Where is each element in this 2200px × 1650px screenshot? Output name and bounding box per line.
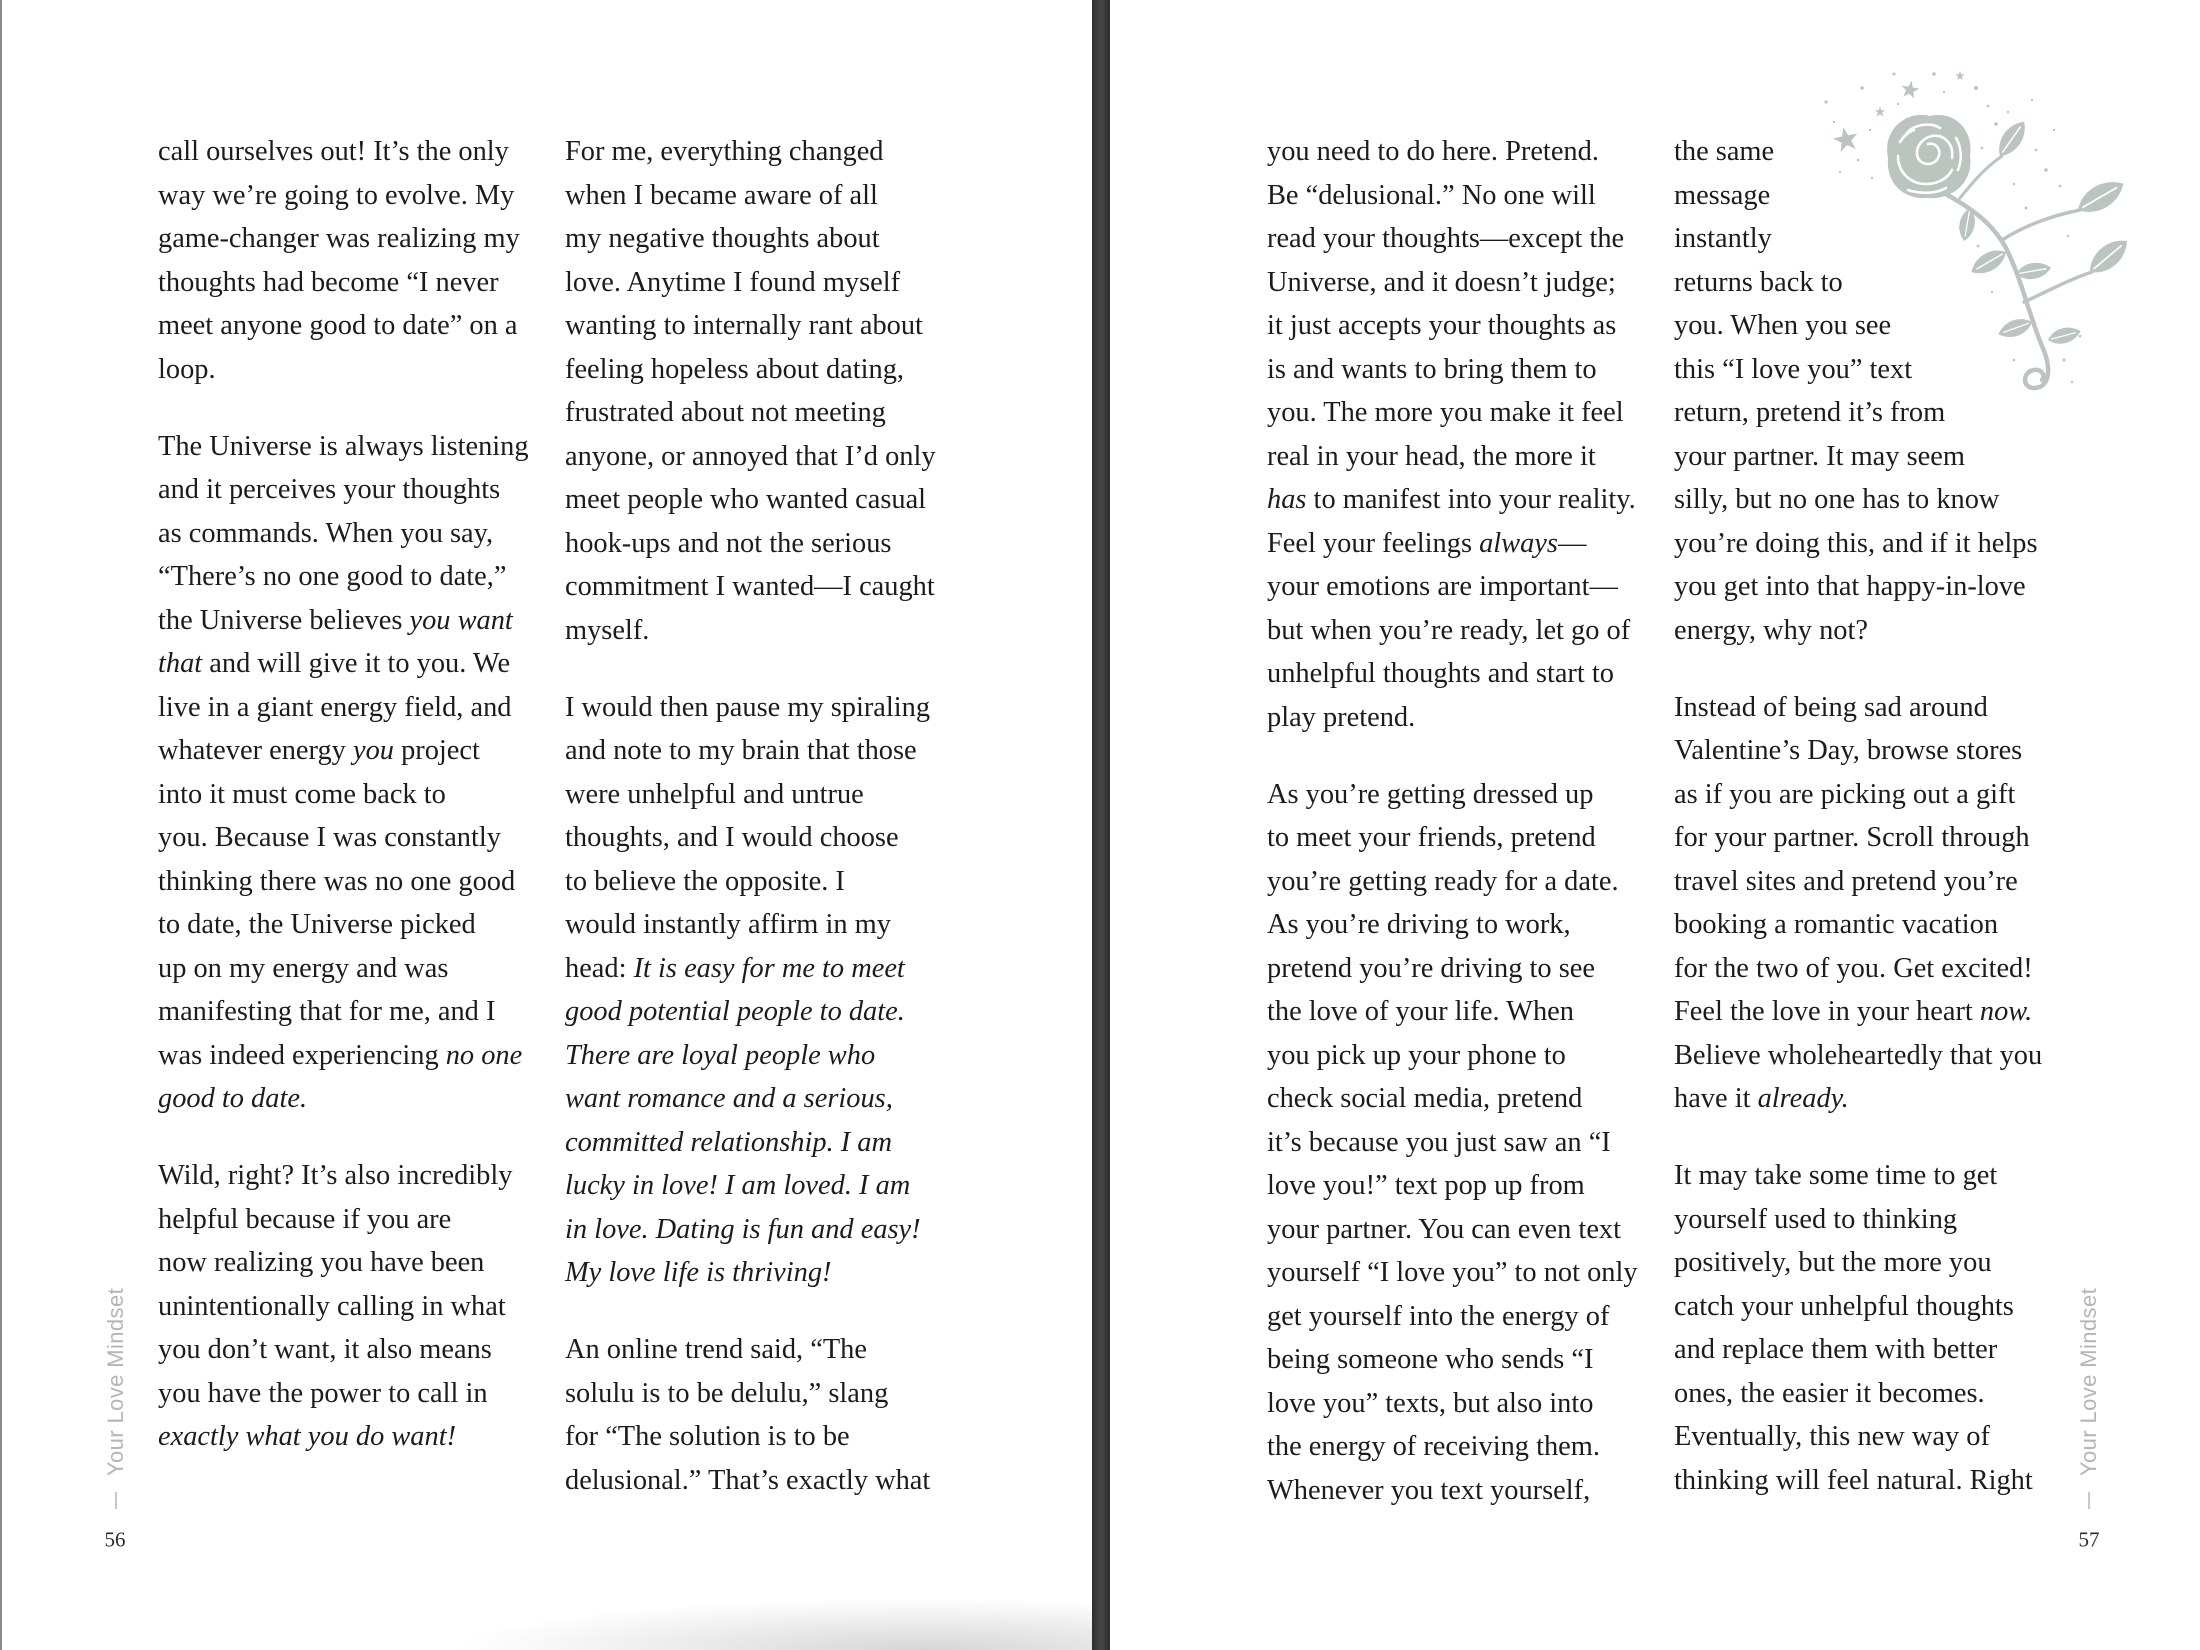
text-run: manifesting that for me, and I [158, 996, 496, 1028]
text-run: returns back to [1674, 266, 1843, 298]
text-line [565, 391, 965, 435]
paragraph [565, 1328, 965, 1502]
text-run: return, pretend it’s from [1674, 397, 1946, 428]
text-run: yourself “I love you” to not only [1267, 1257, 1638, 1289]
sparkle-icon [1987, 105, 1990, 108]
text-run: call ourselves out! It’s the only [158, 136, 509, 167]
text-line [565, 1164, 965, 1208]
text-run: commitment I wanted—I caught [565, 571, 935, 602]
text-run: now realizing you have been [158, 1247, 485, 1279]
text-run: it just accepts your thoughts as [1267, 310, 1617, 341]
text-line [1267, 1208, 1667, 1252]
sparkle-icon [1943, 91, 1945, 93]
text-column [1267, 130, 1667, 1512]
text-line [158, 1415, 558, 1459]
text-run: Valentine’s Day, browse stores [1674, 735, 2023, 767]
text-run: your partner. It may seem [1674, 440, 1965, 472]
page-left-edge [0, 0, 2, 1650]
text-run: love. Anytime I found myself [565, 266, 901, 298]
paragraph [1674, 686, 2074, 1121]
text-line [1267, 478, 1667, 522]
text-run: you have the power to call in [158, 1377, 488, 1409]
text-column [1674, 130, 2074, 1502]
text-run: It may take some time to get [1674, 1160, 1998, 1192]
text-line [1674, 1372, 2074, 1416]
text-run: positively, but the more you [1674, 1247, 1992, 1279]
text-run: whatever energy [158, 735, 353, 767]
page-gutter [1092, 0, 1110, 1650]
text-line [1674, 391, 2074, 435]
text-run: For me, everything changed [565, 136, 884, 167]
text-run: your emotions are important— [1267, 571, 1618, 602]
text-line [158, 1372, 558, 1416]
paragraph [158, 425, 558, 1121]
paragraph [158, 130, 558, 391]
text-line [1674, 565, 2074, 609]
text-line [565, 609, 965, 653]
text-run: feeling hopeless about dating, [565, 353, 905, 385]
text-run: silly, but no one has to know [1674, 484, 2000, 515]
page-number: 56 [104, 1527, 126, 1552]
text-line [158, 348, 558, 392]
text-line [565, 860, 965, 904]
text-run: into it must come back to [158, 778, 446, 810]
italic-text-run: good potential people to date. [565, 996, 905, 1028]
text-run: “There’s no one good to date,” [158, 561, 507, 593]
text-run: instantly [1674, 223, 1772, 254]
text-line [565, 261, 965, 305]
paragraph [1674, 130, 2074, 652]
text-line [1267, 130, 1667, 174]
text-line [565, 686, 965, 730]
text-run: anyone, or annoyed that I’d only [565, 440, 936, 472]
text-run: yourself used to thinking [1674, 1203, 1958, 1235]
text-line [1674, 130, 2074, 174]
text-line [1674, 947, 2074, 991]
text-run: have it [1674, 1083, 1758, 1115]
sparkle-icon [1860, 86, 1864, 90]
text-line [1267, 1164, 1667, 1208]
text-run: energy, why not? [1674, 614, 1868, 646]
text-run: is and wants to bring them to [1267, 353, 1597, 385]
running-head: Your Love Mindset [2076, 1287, 2101, 1477]
text-line [1267, 696, 1667, 740]
italic-text-run: that [158, 648, 203, 680]
text-line [1674, 261, 2074, 305]
text-line [158, 1077, 558, 1121]
text-line [1674, 860, 2074, 904]
italic-text-run: in love. Dating is fun and easy! [565, 1213, 921, 1245]
text-line [1674, 1198, 2074, 1242]
italic-text-run: committed relationship. I am [565, 1126, 892, 1158]
text-line [1267, 1382, 1667, 1426]
text-line [1674, 903, 2074, 947]
italic-text-run: you want [409, 604, 513, 636]
italic-text-run: lucky in love! I am loved. I am [565, 1170, 911, 1202]
text-run: up on my energy and was [158, 952, 449, 984]
text-line [565, 1459, 965, 1503]
paragraph [565, 130, 965, 652]
leaf-icon [2072, 174, 2129, 221]
text-line [565, 1372, 965, 1416]
text-line [1267, 1034, 1667, 1078]
text-line [565, 816, 965, 860]
italic-text-run: now. [1979, 996, 2033, 1028]
star-icon [1955, 71, 1965, 80]
text-line [158, 425, 558, 469]
text-line [158, 903, 558, 947]
text-run: live in a giant energy field, and [158, 691, 512, 723]
text-line [565, 1121, 965, 1165]
italic-text-run: want romance and a serious, [565, 1083, 893, 1115]
text-run: as if you are picking out a gift [1674, 778, 2016, 810]
text-line [158, 686, 558, 730]
italic-text-run: you [352, 735, 394, 767]
text-run: and replace them with better [1674, 1334, 1998, 1366]
paragraph [158, 1154, 558, 1459]
text-line [1267, 903, 1667, 947]
text-line [565, 903, 965, 947]
text-run: catch your unhelpful thoughts [1674, 1290, 2014, 1322]
text-line [1674, 1328, 2074, 1372]
text-run: Universe, and it doesn’t judge; [1267, 266, 1616, 298]
text-line [1674, 1077, 2074, 1121]
italic-text-run: always [1479, 527, 1558, 559]
italic-text-run: has [1267, 484, 1307, 515]
text-line [158, 555, 558, 599]
sparkle-icon [2079, 335, 2082, 338]
text-line [158, 1241, 558, 1285]
text-run: check social media, pretend [1267, 1083, 1583, 1115]
italic-text-run: exactly what you do want! [158, 1421, 457, 1453]
sparkle-icon [1833, 121, 1835, 123]
page-bottom-shadow [420, 1598, 1092, 1650]
text-run: Wild, right? It’s also incredibly [158, 1160, 513, 1192]
paragraph [565, 686, 965, 1295]
text-line [1674, 1154, 2074, 1198]
text-run: The Universe is always listening [158, 430, 529, 462]
text-line [1267, 1295, 1667, 1339]
sparkle-icon [1897, 103, 1899, 105]
text-line [1674, 1285, 2074, 1329]
sparkle-icon [2007, 111, 2009, 113]
text-line [158, 947, 558, 991]
text-run: ones, the easier it becomes. [1674, 1377, 1985, 1409]
text-line [1267, 217, 1667, 261]
text-run: unintentionally calling in what [158, 1290, 506, 1322]
star-icon [1900, 79, 1921, 99]
text-run: you get into that happy-in-love [1674, 571, 2026, 602]
text-run: travel sites and pretend you’re [1674, 865, 2018, 897]
text-line [1267, 990, 1667, 1034]
text-line [565, 348, 965, 392]
text-line [1267, 1425, 1667, 1469]
text-run: I would then pause my spiraling [565, 691, 931, 723]
text-run: you’re getting ready for a date. [1267, 865, 1619, 897]
text-line [1267, 609, 1667, 653]
text-run: the energy of receiving them. [1267, 1431, 1600, 1463]
text-run: when I became aware of all [565, 179, 878, 211]
text-line [1267, 174, 1667, 218]
text-run: meet people who wanted casual [565, 484, 927, 515]
text-run: message [1674, 179, 1771, 211]
text-run: frustrated about not meeting [565, 397, 886, 428]
text-run: pretend you’re driving to see [1267, 952, 1595, 984]
text-line [1267, 348, 1667, 392]
text-run: loop. [158, 353, 216, 385]
text-run: to date, the Universe picked [158, 909, 476, 941]
text-run: myself. [565, 614, 650, 646]
sparkle-icon [1974, 86, 1978, 90]
text-line [565, 130, 965, 174]
italic-text-run: There are loyal people who [565, 1039, 876, 1071]
text-run: for the two of you. Get excited! [1674, 952, 2033, 984]
text-run: solulu is to be delulu,” slang [565, 1377, 889, 1409]
text-line [565, 1415, 965, 1459]
text-run: the love of your life. When [1267, 996, 1574, 1028]
text-line [1267, 1251, 1667, 1295]
text-run: Eventually, this new way of [1674, 1421, 1990, 1453]
text-run: to believe the opposite. I [565, 865, 845, 897]
text-run: you don’t want, it also means [158, 1334, 492, 1366]
text-run: An online trend said, “The [565, 1334, 867, 1366]
text-line [1674, 217, 2074, 261]
text-run: your partner. You can even text [1267, 1213, 1622, 1245]
italic-text-run: already. [1757, 1083, 1849, 1115]
text-run: thoughts, and I would choose [565, 822, 899, 854]
text-line [565, 174, 965, 218]
text-line [565, 304, 965, 348]
text-run: Feel your feelings [1267, 527, 1480, 559]
text-run: the same [1674, 136, 1775, 167]
text-line [1674, 686, 2074, 730]
text-line [1267, 261, 1667, 305]
text-line [158, 599, 558, 643]
text-run: you. Because I was constantly [158, 822, 501, 854]
italic-text-run: It is easy for me to meet [633, 952, 905, 984]
text-line [565, 1208, 965, 1252]
text-run: to meet your friends, pretend [1267, 822, 1596, 854]
paragraph [1267, 130, 1667, 739]
text-line [1674, 729, 2074, 773]
text-run: and will give it to you. We [202, 648, 511, 680]
text-line [1674, 435, 2074, 479]
text-line [158, 642, 558, 686]
text-line [158, 217, 558, 261]
text-line [565, 565, 965, 609]
text-line [1267, 1338, 1667, 1382]
text-run: delusional.” That’s exactly what [565, 1464, 931, 1496]
text-column [158, 130, 558, 1459]
text-line [1267, 565, 1667, 609]
text-line [158, 1198, 558, 1242]
text-line [1674, 1415, 2074, 1459]
text-run: you. The more you make it feel [1267, 397, 1624, 428]
text-run: hook-ups and not the serious [565, 527, 892, 559]
text-line [158, 468, 558, 512]
text-line [1267, 522, 1667, 566]
sparkle-icon [1893, 73, 1896, 76]
text-line [1674, 1034, 2074, 1078]
sparkle-icon [1932, 72, 1936, 76]
text-run: way we’re going to evolve. My [158, 179, 515, 211]
text-run: Feel the love in your heart [1674, 996, 1980, 1028]
running-head: Your Love Mindset [103, 1287, 128, 1477]
text-line [1674, 304, 2074, 348]
text-line [158, 1328, 558, 1372]
text-line [1674, 816, 2074, 860]
text-line [565, 1328, 965, 1372]
paragraph [1674, 1154, 2074, 1502]
text-run: love you” texts, but also into [1267, 1387, 1594, 1419]
text-line [1267, 947, 1667, 991]
text-run: meet anyone good to date” on a [158, 310, 518, 341]
text-run: my negative thoughts about [565, 223, 880, 254]
text-run: love you!” text pop up from [1267, 1170, 1585, 1202]
text-line [158, 816, 558, 860]
text-run: you pick up your phone to [1267, 1039, 1566, 1071]
text-line [1267, 304, 1667, 348]
text-run: to manifest into your reality. [1306, 484, 1636, 515]
text-line [1674, 609, 2074, 653]
page-left[interactable] [0, 0, 1092, 1650]
text-line [1674, 1459, 2074, 1503]
text-run: the Universe believes [158, 604, 410, 636]
text-line [158, 261, 558, 305]
running-head-divider [2088, 1492, 2090, 1509]
text-line [1267, 773, 1667, 817]
text-run: was indeed experiencing [158, 1039, 446, 1071]
sparkle-icon [1994, 122, 1998, 126]
text-run: but when you’re ready, let go of [1267, 614, 1631, 646]
text-run: — [1557, 527, 1587, 559]
text-line [1674, 990, 2074, 1034]
text-run: were unhelpful and untrue [565, 778, 864, 810]
text-line [565, 1077, 965, 1121]
text-run: head: [565, 952, 634, 984]
text-run: game-changer was realizing my [158, 223, 520, 254]
italic-text-run: good to date. [158, 1083, 308, 1115]
text-line [158, 1154, 558, 1198]
text-run: Be “delusional.” No one will [1267, 179, 1596, 211]
text-run: would instantly affirm in my [565, 909, 891, 941]
text-run: being someone who sends “I [1267, 1344, 1594, 1376]
italic-text-run: My love life is thriving! [565, 1257, 832, 1289]
text-line [1674, 348, 2074, 392]
text-line [1267, 652, 1667, 696]
text-run: wanting to internally rant about [565, 310, 923, 341]
paragraph [1267, 773, 1667, 1513]
text-run: this “I love you” text [1674, 353, 1913, 385]
text-column [565, 130, 965, 1502]
text-line [158, 512, 558, 556]
text-line [1674, 478, 2074, 522]
text-line [1674, 174, 2074, 218]
text-line [565, 773, 965, 817]
text-line [565, 435, 965, 479]
sparkle-icon [2031, 99, 2033, 101]
text-run: and it perceives your thoughts [158, 474, 501, 506]
text-run: booking a romantic vacation [1674, 909, 1999, 941]
italic-text-run: no one [445, 1039, 523, 1071]
text-line [158, 860, 558, 904]
text-run: unhelpful thoughts and start to [1267, 658, 1614, 689]
text-line [158, 1285, 558, 1329]
text-run: project [393, 735, 480, 767]
text-run: you. When you see [1674, 310, 1892, 341]
text-line [1674, 773, 2074, 817]
text-run: Instead of being sad around [1674, 691, 1988, 723]
text-run: it’s because you just saw an “I [1267, 1126, 1611, 1158]
text-run: play pretend. [1267, 701, 1416, 733]
text-run: you need to do here. Pretend. [1267, 136, 1599, 167]
text-line [1267, 435, 1667, 479]
text-run: and note to my brain that those [565, 735, 917, 767]
text-run: read your thoughts—except the [1267, 223, 1625, 254]
text-run: real in your head, the more it [1267, 440, 1596, 472]
sparkle-icon [1824, 100, 1827, 103]
text-line [158, 130, 558, 174]
text-line [158, 773, 558, 817]
text-run: helpful because if you are [158, 1203, 452, 1235]
text-run: you’re doing this, and if it helps [1674, 527, 2038, 559]
text-line [1267, 391, 1667, 435]
text-line [1674, 522, 2074, 566]
text-line [1674, 1241, 2074, 1285]
text-line [1267, 860, 1667, 904]
text-line [158, 304, 558, 348]
text-run: Believe wholeheartedly that you [1674, 1039, 2043, 1071]
text-line [565, 478, 965, 522]
page-right[interactable] [1110, 0, 2200, 1650]
text-run: thinking there was no one good [158, 865, 516, 897]
text-line [565, 990, 965, 1034]
text-run: for your partner. Scroll through [1674, 822, 2030, 854]
text-run: get yourself into the energy of [1267, 1300, 1610, 1332]
text-line [158, 729, 558, 773]
text-line [1267, 1077, 1667, 1121]
page-number: 57 [2078, 1527, 2100, 1552]
text-line [565, 947, 965, 991]
text-line [158, 990, 558, 1034]
text-line [1267, 816, 1667, 860]
text-line [1267, 1121, 1667, 1165]
text-run: for “The solution is to be [565, 1421, 850, 1453]
text-line [158, 1034, 558, 1078]
star-icon [1875, 107, 1885, 117]
running-head-divider [115, 1492, 117, 1509]
text-line [565, 217, 965, 261]
text-run: As you’re getting dressed up [1267, 778, 1594, 810]
text-line [565, 522, 965, 566]
text-line [1267, 1469, 1667, 1513]
text-run: thoughts had become “I never [158, 266, 499, 298]
text-run: Whenever you text yourself, [1267, 1474, 1591, 1506]
text-line [565, 729, 965, 773]
text-run: as commands. When you say, [158, 517, 494, 549]
text-line [565, 1034, 965, 1078]
text-run: thinking will feel natural. Right [1674, 1464, 2033, 1496]
text-line [158, 174, 558, 218]
text-run: As you’re driving to work, [1267, 909, 1571, 941]
text-line [565, 1251, 965, 1295]
